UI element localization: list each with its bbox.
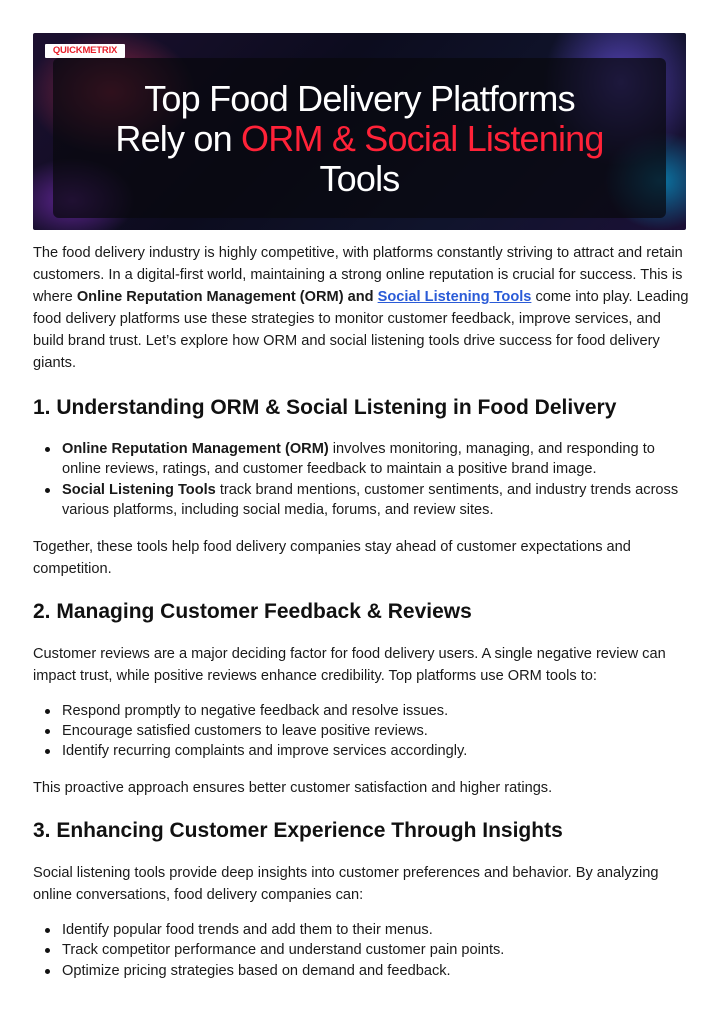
list-item: Respond promptly to negative feedback and resolve issues.	[62, 701, 693, 721]
list-item: Track competitor performance and understand customer pain points.	[62, 940, 693, 960]
section3-list	[33, 920, 693, 981]
quickmetrix-logo: QUICKMETRIX	[45, 44, 125, 58]
banner-title-accent: ORM & Social Listening	[241, 118, 604, 159]
banner-title-line2: Rely on ORM & Social Listening	[115, 118, 604, 159]
section2-intro: Customer reviews are a major deciding factor for food delivery users. A single negative review can impact trust, while positive reviews enhance credibility. Top platforms use ORM tools to:	[33, 645, 666, 684]
section3-intro: Social listening tools provide deep insights into customer preferences and behavior. By analyzing online conversations, food delivery companies can:	[33, 864, 659, 903]
section2-closing: This proactive approach ensures better customer satisfaction and higher ratings.	[33, 779, 553, 796]
section2-heading: 2. Managing Customer Feedback & Reviews	[33, 599, 472, 623]
list-item: Social Listening Tools track brand mentions, customer sentiments, and industry trends across various platforms, including social media, forums, and review sites.	[62, 480, 693, 521]
banner-title	[33, 79, 686, 199]
section1-heading: 1. Understanding ORM & Social Listening in Food Delivery	[33, 396, 617, 419]
intro-paragraph: The food delivery industry is highly competitive, with platforms constantly striving to attract and retain customers. In a digital-first world, maintaining a strong online reputation is crucial for success. This is where Online Reputation Management (ORM) and Social Listening Tools come into play. Leading food delivery platforms use these strategies to monitor customer feedback, improve services, and build brand trust. Let’s explore how ORM and social listening tools drive success for food delivery giants.	[33, 245, 689, 371]
list-item: Identify recurring complaints and improve services accordingly.	[62, 741, 693, 761]
section1-closing: Together, these tools help food delivery companies stay ahead of customer expectations and competition.	[33, 538, 631, 577]
banner-title-line3: Tools	[319, 158, 400, 199]
list-item: Online Reputation Management (ORM) involves monitoring, managing, and responding to online reviews, ratings, and customer feedback to maintain a positive brand image.	[62, 439, 693, 480]
list-item: Encourage satisfied customers to leave positive reviews.	[62, 721, 693, 741]
list-item: Optimize pricing strategies based on demand and feedback.	[62, 961, 693, 981]
list-item: Identify popular food trends and add them to their menus.	[62, 920, 693, 940]
social-listening-tools-link[interactable]: Social Listening Tools	[377, 289, 532, 305]
section2-list	[33, 701, 693, 762]
section3-heading: 3. Enhancing Customer Experience Through Insights	[33, 818, 563, 842]
hero-banner	[33, 33, 686, 230]
banner-title-line1: Top Food Delivery Platforms	[144, 78, 575, 119]
section1-list	[33, 439, 693, 521]
article-body	[33, 242, 693, 996]
